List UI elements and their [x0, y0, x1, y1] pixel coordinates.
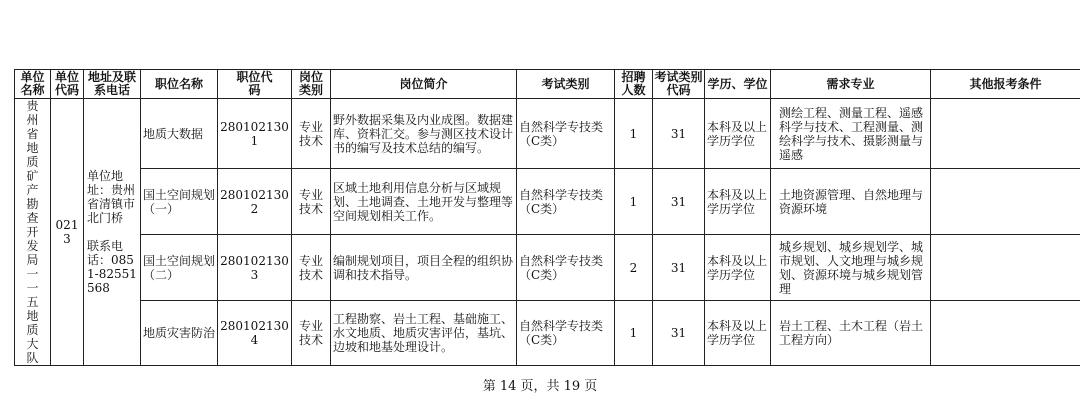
header-position-code: 职位代码	[218, 70, 292, 99]
header-exam-type: 考试类别	[517, 70, 615, 99]
exam-code-cell: 31	[653, 301, 705, 366]
major-cell: 城乡规划、城乡规划学、城市规划、人文地理与城乡规划、资源环境与城乡规划管理	[771, 235, 931, 301]
education-cell: 本科及以上学历学位	[705, 301, 771, 366]
position-code-cell: 2801021304	[218, 301, 292, 366]
header-position-name: 职位名称	[141, 70, 218, 99]
header-major: 需求专业	[771, 70, 931, 99]
table-row	[15, 99, 1080, 169]
address-text: 单位地址：贵州省清镇市北门桥	[87, 169, 136, 225]
other-cell	[931, 169, 1080, 235]
header-recruit-count: 招聘人数	[615, 70, 653, 99]
major-cell: 土地资源管理、自然地理与资源环境	[771, 169, 931, 235]
recruitment-table	[14, 69, 1080, 366]
other-cell	[931, 99, 1080, 169]
address-cell	[84, 99, 141, 366]
other-cell	[931, 235, 1080, 301]
position-type-cell: 专业技术	[292, 99, 331, 169]
table-row	[15, 235, 1080, 301]
position-name-cell: 国土空间规划（二）	[141, 235, 218, 301]
position-name-cell: 国土空间规划（一）	[141, 169, 218, 235]
position-type-cell: 专业技术	[292, 169, 331, 235]
major-cell: 岩土工程、土木工程（岩土工程方向）	[771, 301, 931, 366]
major-cell: 测绘工程、测量工程、遥感科学与技术、工程测量、测绘科学与技术、摄影测量与遥感	[771, 99, 931, 169]
description-cell: 区域土地利用信息分析与区域规划、土地调查、土地开发与整理等空间规划相关工作。	[331, 169, 517, 235]
other-cell	[931, 301, 1080, 366]
header-unit-name: 单位名称	[15, 70, 51, 99]
table-row	[15, 301, 1080, 366]
header-education: 学历、学位	[705, 70, 771, 99]
unit-code-cell: 0213	[51, 99, 84, 366]
position-name-cell: 地质灾害防治	[141, 301, 218, 366]
exam-type-cell: 自然科学专技类（C类）	[517, 99, 615, 169]
description-cell: 编制规划项目，项目全程的组织协调和技术指导。	[331, 235, 517, 301]
position-code-cell: 2801021303	[218, 235, 292, 301]
position-code-cell: 2801021301	[218, 99, 292, 169]
header-exam-category-code: 考试类别代码	[654, 70, 703, 97]
count-cell: 1	[615, 169, 653, 235]
education-cell: 本科及以上学历学位	[705, 169, 771, 235]
position-type-cell: 专业技术	[292, 301, 331, 366]
page-footer: 第 14 页，共 19 页	[482, 379, 598, 394]
position-type-cell: 专业技术	[292, 235, 331, 301]
count-cell: 1	[615, 99, 653, 169]
table-row	[15, 169, 1080, 235]
phone-text: 联系电话：0851-82551568	[87, 239, 137, 295]
position-name-cell: 地质大数据	[141, 99, 218, 169]
exam-code-cell: 31	[653, 169, 705, 235]
position-code-cell: 2801021302	[218, 169, 292, 235]
header-row	[15, 70, 1080, 99]
header-other: 其他报考条件	[931, 70, 1080, 99]
exam-code-cell: 31	[653, 99, 705, 169]
unit-name-cell: 贵州省地质矿产勘查开发局一一五地质大队	[15, 99, 51, 366]
header-unit-code: 单位代码	[51, 70, 84, 99]
education-cell: 本科及以上学历学位	[705, 99, 771, 169]
header-address: 地址及联系电话	[84, 70, 141, 99]
exam-code-cell: 31	[653, 235, 705, 301]
count-cell: 1	[615, 301, 653, 366]
exam-type-cell: 自然科学专技类（C类）	[517, 169, 615, 235]
count-cell: 2	[615, 235, 653, 301]
description-cell: 工程勘察、岩土工程、基础施工、水文地质、地质灾害评估，基坑、边坡和地基处理设计。	[331, 301, 517, 366]
description-cell: 野外数据采集及内业成图。数据建库、资料汇交。参与测区技术设计书的编写及技术总结的编写。	[331, 99, 517, 169]
header-position-type: 岗位类别	[292, 70, 331, 99]
exam-type-cell: 自然科学专技类（C类）	[517, 301, 615, 366]
header-position-desc: 岗位简介	[331, 70, 517, 99]
exam-type-cell: 自然科学专技类（C类）	[517, 235, 615, 301]
education-cell: 本科及以上学历学位	[705, 235, 771, 301]
